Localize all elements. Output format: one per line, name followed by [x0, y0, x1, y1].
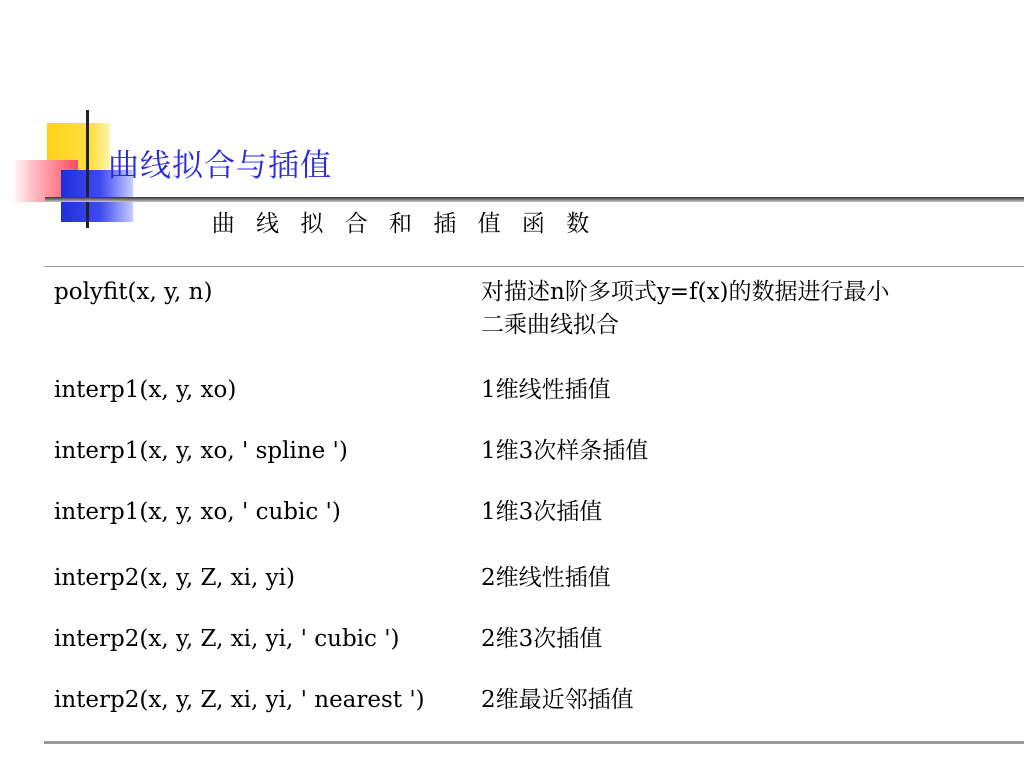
function-cell: polyfit(x, y, n) [54, 279, 213, 305]
description-cell: 2维3次插值 [481, 626, 603, 652]
table-bottom-rule [44, 741, 1024, 744]
function-cell: interp1(x, y, xo, ' cubic ') [54, 499, 341, 525]
function-cell: interp1(x, y, xo) [54, 377, 237, 403]
description-cell: 1维3次插值 [481, 499, 603, 525]
function-cell: interp2(x, y, Z, xi, yi) [54, 565, 295, 591]
description-cell: 对描述n阶多项式y=f(x)的数据进行最小二乘曲线拟合 [481, 279, 890, 338]
table-header-rule [44, 266, 1024, 267]
table-title: 曲 线 拟 合 和 插 值 函 数 [211, 211, 597, 237]
title-underline [45, 197, 1024, 202]
description-cell: 1维3次样条插值 [481, 438, 649, 464]
description-cell: 2维最近邻插值 [481, 687, 634, 713]
description-cell: 2维线性插值 [481, 565, 611, 591]
function-cell: interp1(x, y, xo, ' spline ') [54, 438, 348, 464]
slide-logo-decoration [0, 0, 140, 240]
function-cell: interp2(x, y, Z, xi, yi, ' nearest ') [54, 687, 425, 713]
function-cell: interp2(x, y, Z, xi, yi, ' cubic ') [54, 626, 400, 652]
slide-title: 曲线拟合与插值 [108, 148, 332, 184]
description-cell: 1维线性插值 [481, 377, 611, 403]
